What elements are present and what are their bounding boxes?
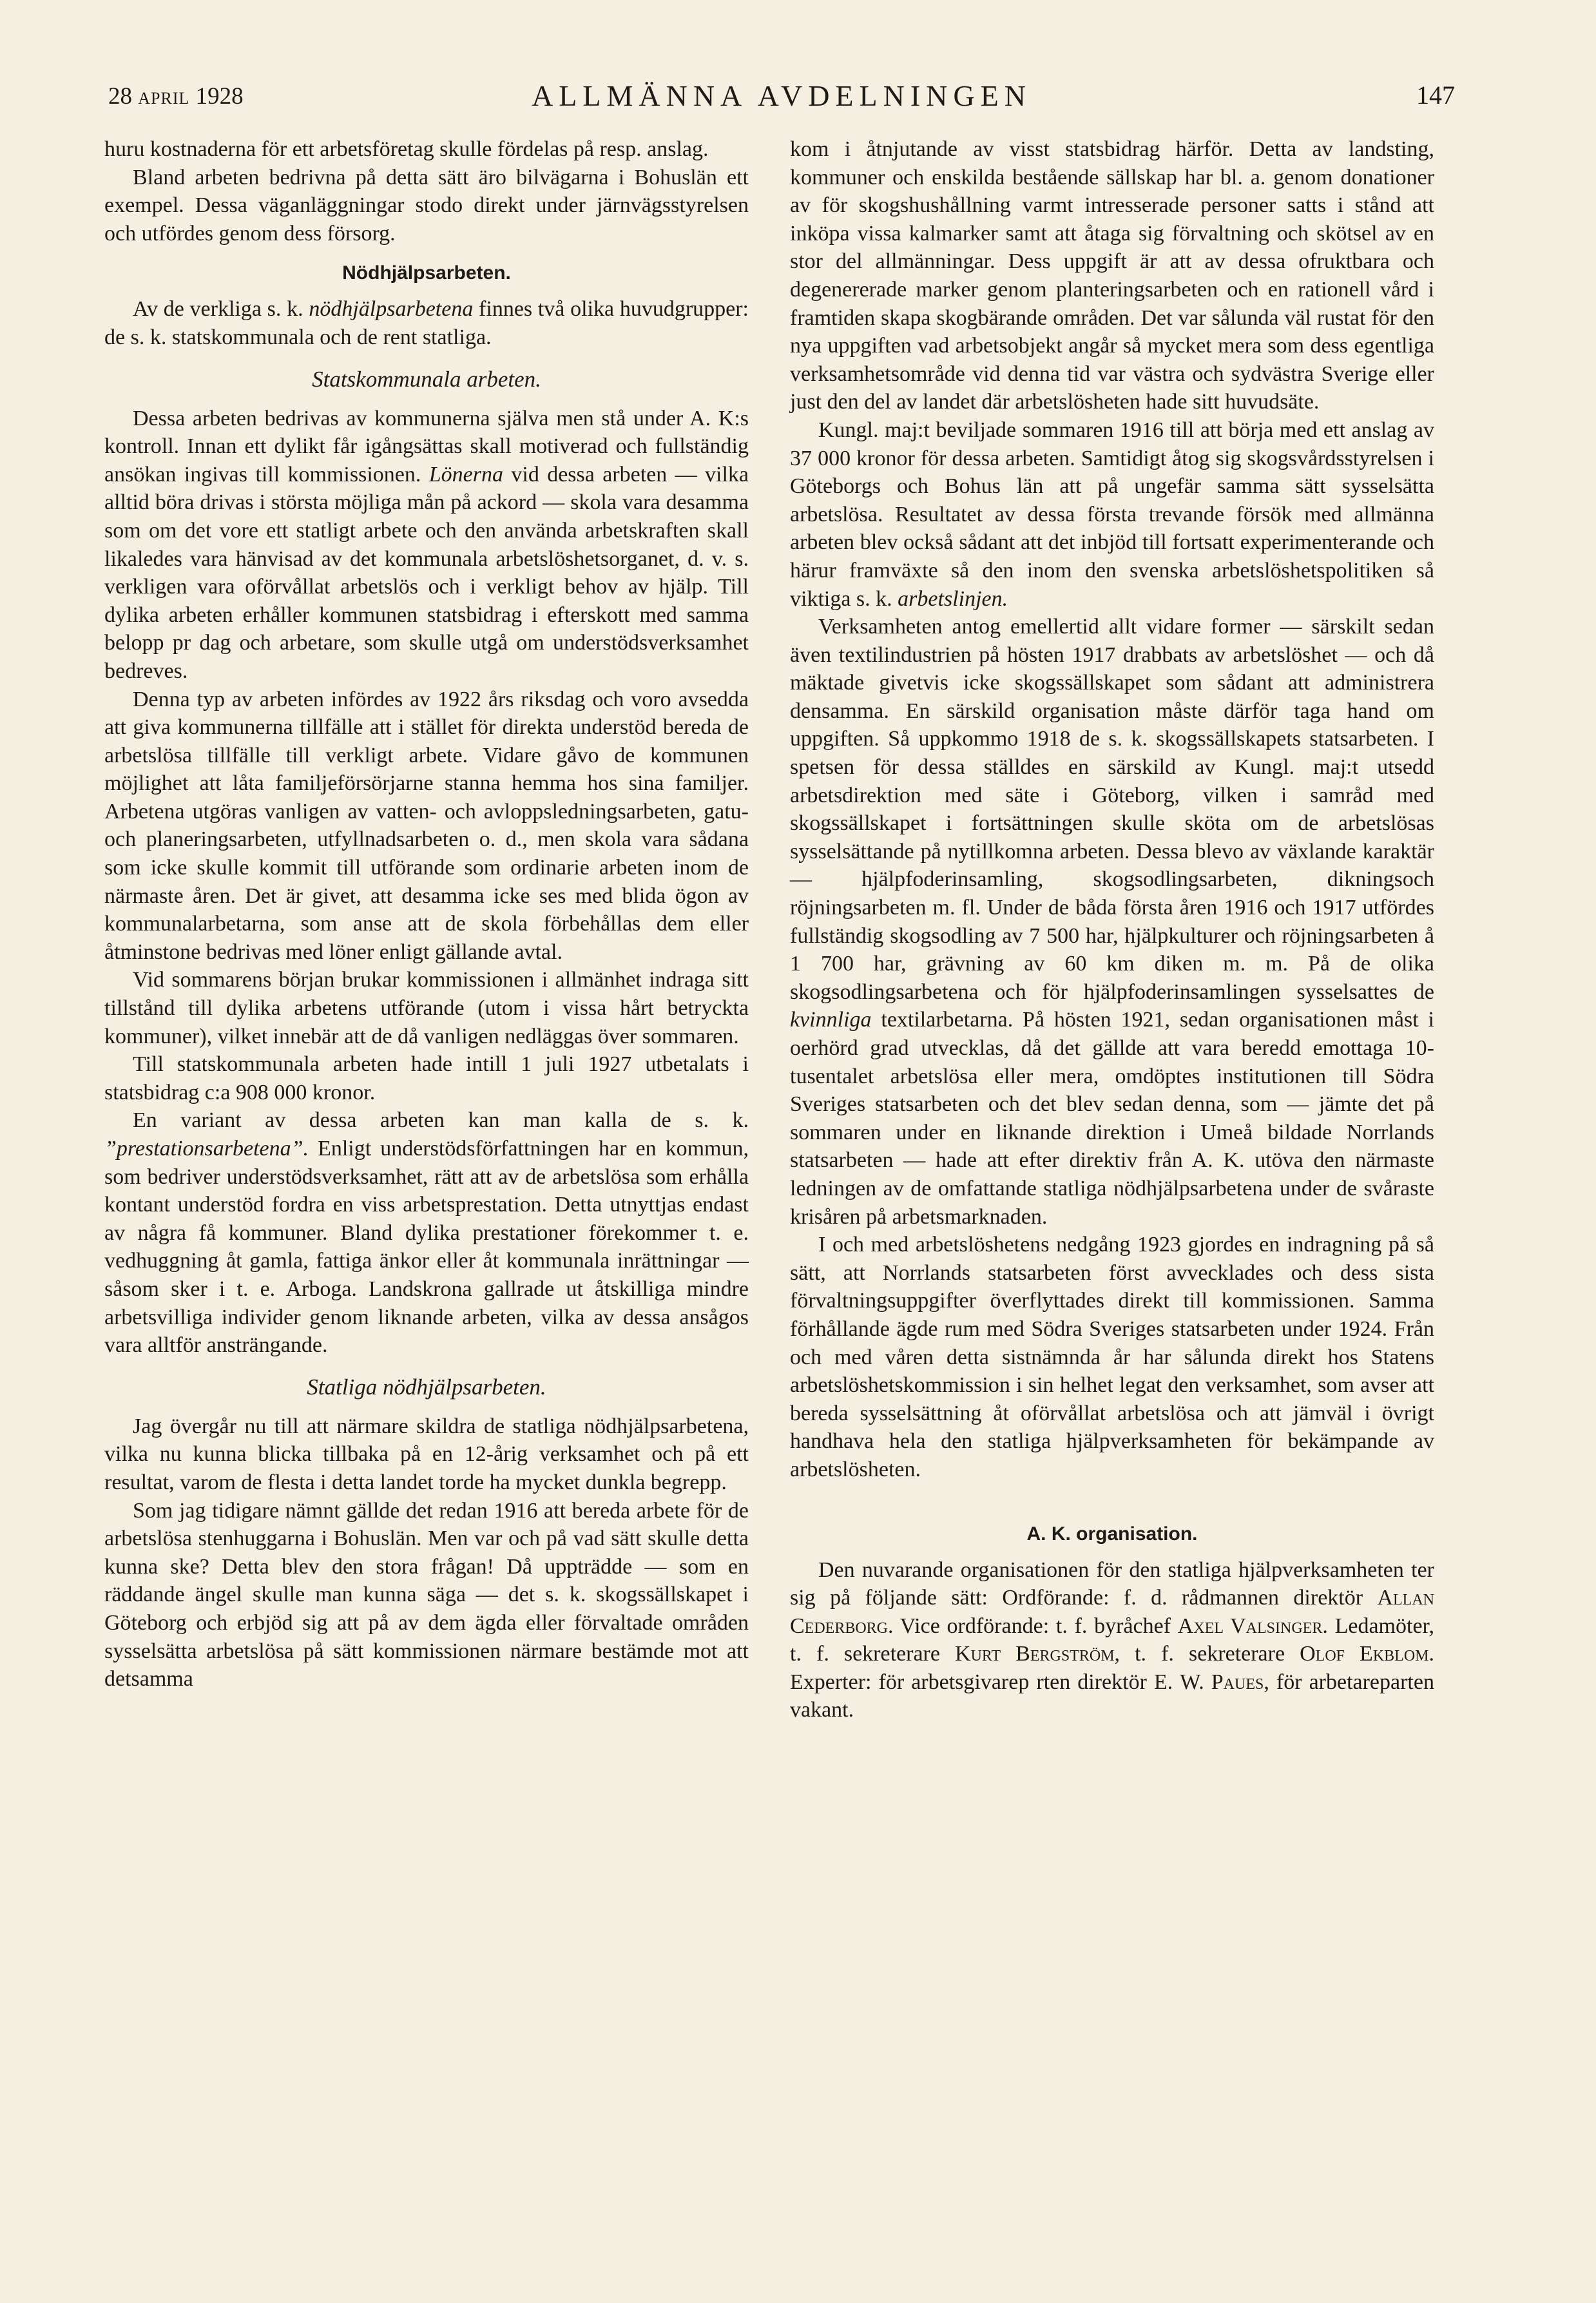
emphasis: nödhjälpsarbetena — [309, 297, 474, 322]
paragraph — [790, 613, 1434, 1231]
paragraph — [790, 1556, 1434, 1725]
paragraph — [790, 416, 1434, 613]
paragraph: kom i åtnjutande av visst statsbidrag härför. Detta av landsting, kommuner och enskilda bestående sällskap har bl. a. genom donationer av för skogshushållning varmt intresserade personer satts i stånd att inköpa vissa kalmarker samt att åtaga sig förvaltning och skötsel av en stor del allmänningar. Dess uppgift är att av dessa ofruktbara och degenererade marker genom planteringsarbeten och en rationell vård i framtiden skapa skogbärande områden. Det var sålunda väl rustat för den nya uppgiften vad arbetsobjekt angår så mycket mera som dess egentliga verksamhetsområde vid denna tid var västra och sydvästra Sverige eller just den del av landet där arbetslösheten hade sitt huvudsäte. — [790, 137, 1434, 414]
person-name: Axel Valsinger — [1177, 1614, 1323, 1638]
paragraph — [104, 405, 749, 686]
text-run: vid dessa arbeten — vilka alltid böra drivas i största möjliga mån på ackord — skola vara desamma som om det vore ett statligt arbete och den använda arbetskraften skall likaledes vara hänvisad av det kommunala arbetslöshetsorganet, d. v. s. verkligen vara oförvållat arbetslös och i verkligt behov av hjälp. Till dylika arbeten erhåller kommunen statsbidrag i efterskott med samma belopp pr dag och arbetare, som skulle utgå om understödsverksamhet bedreves. — [104, 462, 749, 683]
text-run: Verksamheten antog emellertid allt vidare former — särskilt sedan även textilindustrien på hösten 1917 drabbats av arbetslöshet — och då mäktade givetvis icke skogssällskapet som sådant att administrera densamma. En särskild organisation måste därför taga hand om uppgiften. Så uppkommo 1918 de s. k. skogssällskapets statsarbeten. I spetsen för dessa ställdes en särskild av Kungl. maj:t utsedd arbetsdirektion med säte i Göteborg, vilken i samråd med skogssällskapet i fortsättningen skulle sköta om de arbetslösas sysselsättande på nytillkomna arbeten. Dessa blevo av växlande karaktär — hjälpfoderinsamling, skogsodlingsarbeten, dikningsoch röjningsarbeten m. fl. Under de båda första åren 1916 och 1917 utfördes fullständig skogsodling av 7 500 har, hjälpkulturer och röjningsarbeten å 1 700 har, grävning av 60 km diken m. m. På de olika skogsodlingsarbetena och för hjälpfoderinsamlingen sysselsattes de — [790, 615, 1434, 1004]
text-run: Den nuvarande organisationen för den statliga hjälpverksamheten ter sig på följande sätt: Ordförande: f. d. rådmannen direktör — [790, 1557, 1434, 1610]
section-heading: A. K. organisation. — [1026, 1523, 1198, 1545]
date-month: april — [138, 83, 190, 110]
person-name: Olof Ekblom — [1300, 1642, 1429, 1666]
paragraph: Vid sommarens början brukar kommissionen i allmänhet indraga sitt tillstånd till dylika arbetens utförande (utom i vissa hårt betryckta kommuner), vilket innebär att de då vanligen nedläggas över sommaren. — [104, 968, 749, 1048]
date-day: 28 — [108, 83, 132, 110]
text-run: textilarbetarna. På hösten 1921, sedan organisationen måst i oerhörd grad utvecklas, då det gällde att vara beredd emottaga 10-tusentalet arbetslösa eller mera, omdöptes institutionen till Södra Sveriges statsarbeten och det blev sedan denna, som — jämte det på sommaren under en liknande direktion i Umeå bildade Norrlands statsarbeten — hade att efter direktiv från A. K. utöva den närmaste ledningen av de omfattande statliga nödhjälpsarbetena under de svåraste krisåren på arbetsmarknaden. — [790, 1008, 1434, 1229]
date-year: 1928 — [195, 83, 244, 110]
paragraph — [104, 1106, 749, 1359]
text-run: En variant av dessa arbeten kan man kalla de s. k. — [133, 1108, 749, 1133]
page-number: 147 — [1416, 81, 1455, 110]
person-name: Kurt Bergström — [955, 1642, 1115, 1666]
person-name: Allan Cederborg — [790, 1586, 1434, 1638]
subsection-heading: Statliga nödhjälpsarbeten. — [307, 1374, 546, 1400]
text-run: . Experter: för arbetsgivarep rten direktör E. — [790, 1642, 1434, 1694]
paragraph: Bland arbeten bedrivna på detta sätt äro bilvägarna i Bohuslän ett exempel. Dessa väganläggningar stodo direkt under järnvägsstyrelsen och utfördes genom dess försorg. — [104, 165, 749, 246]
text-run: Kungl. maj:t beviljade sommaren 1916 till att börja med ett anslag av 37 000 kronor för dessa arbeten. Samtidigt åtog sig skogsvårdsstyrelsen i Göteborgs och Bohus län att på ungefär samma sätt sysselsätta arbetslösa. Resultatet av dessa första trevande försök med allmänna arbeten blev också sådant att det inbjöd till fortsatt experimenterande och härur framväxte så den inom den svenska arbetslöshetspolitiken så viktiga s. k. — [790, 418, 1434, 611]
paragraph — [104, 295, 749, 351]
paragraph: Som jag tidigare nämnt gällde det redan 1916 att bereda arbete för de arbetslösa stenhuggarna i Bohuslän. Men var och på vad sätt skulle detta kunna ske? Detta blev den stora frågan! Då uppträdde — som en räddande ängel skulle man kunna säga — det s. k. skogssällskapet i Göteborg och erbjöd sig att på av dem ägda eller förvaltade områden sysselsätta arbetslösa på sätt kommissionen närmare bestämde mot att detsamma — [104, 1498, 749, 1691]
text-run: . Ledamöter, t. f. sekreterare — [790, 1614, 1434, 1666]
text-run: finnes två olika huvudgrupper: de s. k. statskommunala och de rent statliga. — [104, 297, 749, 349]
paragraph: Denna typ av arbeten infördes av 1922 års riksdag och voro avsedda att giva kommunerna tillfälle att i stället för direkta understöd bereda de arbetslösa tillfälle till verkligt arbete. Vidare gåvo de kommunen möjlighet att låta familjeförsörjarne stanna hemma hos sina familjer. Arbetena utgöras vanligen av vatten- och avloppsledningsarbeten, gatu- och planeringsarbeten, utfyllnadsarbeten o. d., men skola vara sådana som icke skulle kommit till utförande som ordinarie arbeten inom de närmaste åren. Det är givet, att desamma icke ses med blida ögon av kommunalarbetarna, som anse att de skola förbehållas dem eller åtminstone bedrivas med löner enligt gällande avtal. — [104, 687, 749, 964]
emphasis: Lönerna — [428, 462, 503, 487]
emphasis: kvinnliga — [790, 1008, 872, 1032]
subsection-heading: Statskommunala arbeten. — [312, 366, 541, 392]
paragraph: Till statskommunala arbeten hade intill 1 juli 1927 utbetalats i statsbidrag c:a 908 000 kronor. — [104, 1052, 749, 1104]
page-header — [108, 76, 1455, 115]
emphasis: ”prestationsarbetena”. — [104, 1137, 309, 1161]
right-column — [790, 135, 1434, 1724]
paragraph: Jag övergår nu till att närmare skildra de statliga nödhjälpsarbetena, vilka nu kunna blicka tillbaka på en 12-årig verksamhet och på ett resultat, varom de flesta i detta landet torde ha mycket dunkla begrepp. — [104, 1414, 749, 1494]
paragraph: I och med arbetslöshetens nedgång 1923 gjordes en indragning på så sätt, att Norrlands statsarbeten först avvecklades och dess sista förvaltningsuppgifter överflyttades direkt till kommissionen. Samma förhållande ägde rum med Södra Sveriges statsarbeten under 1924. Från och med våren detta sistnämnda år har sålunda direkt hos Statens arbetslöshetskommission i sin helhet legat den verksamhet, som avser att bereda sysselsättning åt oförvållat arbetslösa och att jämväl i övrigt handhava hela den statliga hjälpverksamheten för bekämpande av arbetslösheten. — [790, 1233, 1434, 1481]
text-run: . Vice ordförande: t. f. byråchef — [888, 1614, 1178, 1638]
text-run: Dessa arbeten bedrivas av kommunerna själva men stå under A. K:s kontroll. Innan ett dylikt får igångsättas skall motiverad och fullständig ansökan ingivas till kommissionen. — [104, 406, 749, 487]
text-run: , t. f. sekreterare — [1114, 1642, 1300, 1666]
section-title: ALLMÄNNA AVDELNINGEN — [532, 79, 1032, 112]
text-run: Av de verkliga s. k. — [133, 297, 309, 322]
text-run: , för arbetareparten vakant. — [790, 1670, 1434, 1722]
paragraph: huru kostnaderna för ett arbetsföretag skulle fördelas på resp. anslag. — [104, 137, 709, 161]
emphasis: arbetslinjen. — [898, 586, 1008, 611]
section-heading: Nödhjälpsarbeten. — [342, 262, 511, 284]
left-column — [104, 135, 749, 1693]
text-run: Enligt understödsförfattningen har en kommun, som bedriver understödsverksamhet, rätt att av de arbetslösa som erhålla kontant understöd fordra en viss arbetsprestation. Detta utnyttjas endast av några få kommuner. Bland dylika prestationer förekommer t. e. vedhuggning åt gamla, fattiga änkor eller åt kommunala inrättningar — såsom sker i t. e. Arboga. Landskrona gallrade ut åtskilliga mindre arbetsvilliga individer genom liknande arbeten, vilka av dessa ansågos vara alltför ansträngande. — [104, 1137, 749, 1358]
person-name: W. Paues — [1180, 1670, 1264, 1694]
